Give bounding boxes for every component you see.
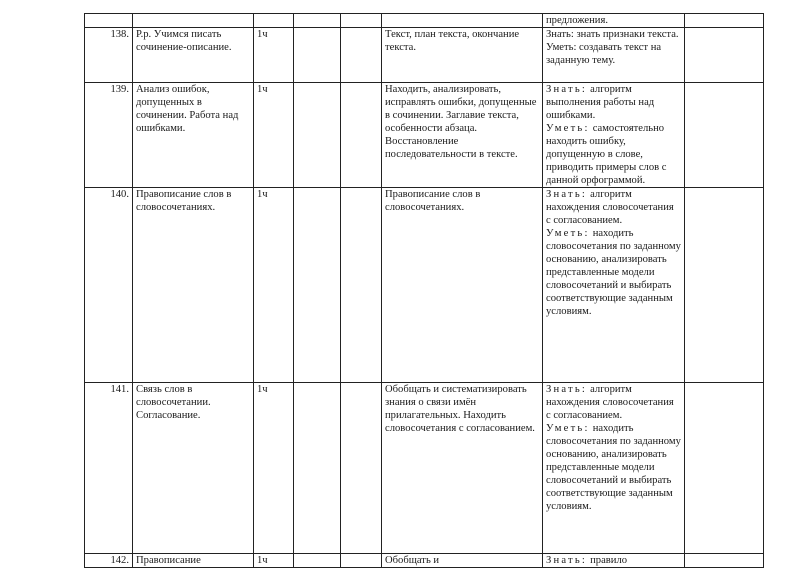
cell-date-fact xyxy=(341,188,382,383)
cell-notes xyxy=(685,383,764,554)
cell-date-plan xyxy=(294,554,341,568)
know-text: алгоритм нахождения словосочетания с согласованием. xyxy=(546,189,674,226)
can-label: Уметь xyxy=(546,423,585,434)
lesson-plan-table xyxy=(84,13,764,568)
cell-date-fact xyxy=(341,14,382,28)
can-text: самостоятельно находить ошибку, допущенную в слове, приводить примеры слов с данной орфограммой. xyxy=(546,123,667,186)
know-text: алгоритм выполнения работы над ошибками. xyxy=(546,84,655,121)
table-row xyxy=(85,188,764,383)
cell-topic xyxy=(133,14,254,28)
cell-notes xyxy=(685,14,764,28)
cell-skills: Знать: алгоритм выполнения работы над ошибками. Уметь: самостоятельно находить ошибку, допущенную в слове, приводить примеры слов с данной орфограммой. xyxy=(543,83,685,188)
cell-date-plan xyxy=(294,188,341,383)
cell-activities: Текст, план текста, окончание текста. xyxy=(382,28,543,83)
cell-skills: Знать: знать признаки текста. Уметь: создавать текст на заданную тему. xyxy=(543,28,685,83)
know-label: Знать xyxy=(546,189,582,200)
can-text: находить словосочетания по заданному основанию, анализировать представленные модели словосочетаний и выбирать соответствующие заданным условиям. xyxy=(546,228,681,317)
cell-num: 139. xyxy=(85,83,133,188)
cell-topic: Правописание слов в словосочетаниях. xyxy=(133,188,254,383)
table-row xyxy=(85,554,764,568)
know-label: Знать xyxy=(546,84,582,95)
cell-activities: Обобщать и систематизировать знания о связи имён прилагательных. Находить словосочетания с согласованием. xyxy=(382,383,543,554)
know-label: Знать xyxy=(546,384,582,395)
cell-activities: Обобщать и xyxy=(382,554,543,568)
know-label: Знать xyxy=(546,29,571,40)
cell-date-fact xyxy=(341,83,382,188)
cell-skills: Знать: алгоритм нахождения словосочетания с согласованием. Уметь: находить словосочетания по заданному основанию, анализировать представленные модели словосочетаний и выбирать соответствующие заданным условиям. xyxy=(543,188,685,383)
cell-notes xyxy=(685,83,764,188)
can-label: Уметь xyxy=(546,123,585,134)
cell-skills: Знать: правило xyxy=(543,554,685,568)
cell-num: 140. xyxy=(85,188,133,383)
cell-notes xyxy=(685,28,764,83)
can-label: Уметь xyxy=(546,228,585,239)
cell-activities: Правописание слов в словосочетаниях. xyxy=(382,188,543,383)
cell-date-plan xyxy=(294,28,341,83)
cell-date-fact xyxy=(341,383,382,554)
can-text: создавать текст на заданную тему. xyxy=(546,42,662,66)
table-row xyxy=(85,383,764,554)
cell-date-fact xyxy=(341,554,382,568)
cell-hours: 1ч xyxy=(254,83,294,188)
cell-hours xyxy=(254,14,294,28)
know-text: алгоритм нахождения словосочетания с согласованием. xyxy=(546,384,674,421)
table-row xyxy=(85,83,764,188)
cell-topic: Р.р. Учимся писать сочинение-описание. xyxy=(133,28,254,83)
cell-num: 138. xyxy=(85,28,133,83)
cell-activities xyxy=(382,14,543,28)
can-text: находить словосочетания по заданному основанию, анализировать представленные модели словосочетаний и выбирать соответствующие заданным условиям. xyxy=(546,423,681,512)
cell-skills: Знать: алгоритм нахождения словосочетания с согласованием. Уметь: находить словосочетания по заданному основанию, анализировать представленные модели словосочетаний и выбирать соответствующие заданным условиям. xyxy=(543,383,685,554)
cell-topic: Связь слов в словосочетании. Согласование. xyxy=(133,383,254,554)
cell-date-plan xyxy=(294,383,341,554)
cell-notes xyxy=(685,188,764,383)
know-text: знать признаки текста. xyxy=(576,29,679,40)
table-row xyxy=(85,28,764,83)
cell-num xyxy=(85,14,133,28)
cell-date-plan xyxy=(294,83,341,188)
know-text: правило xyxy=(590,555,628,566)
cell-hours: 1ч xyxy=(254,554,294,568)
cell-activities: Находить, анализировать, исправлять ошибки, допущенные в сочинении. Заглавие текста, особенности абзаца. Восстановление последовательности в тексте. xyxy=(382,83,543,188)
cell-hours: 1ч xyxy=(254,188,294,383)
cell-date-fact xyxy=(341,28,382,83)
cell-hours: 1ч xyxy=(254,383,294,554)
table-row-continuation xyxy=(85,14,764,28)
cell-hours: 1ч xyxy=(254,28,294,83)
cell-notes xyxy=(685,554,764,568)
know-label: Знать xyxy=(546,555,582,566)
cell-skills: предложения. xyxy=(543,14,685,28)
cell-topic: Анализ ошибок, допущенных в сочинении. Работа над ошибками. xyxy=(133,83,254,188)
can-label: Уметь xyxy=(546,42,574,53)
cell-date-plan xyxy=(294,14,341,28)
cell-num: 141. xyxy=(85,383,133,554)
cell-num: 142. xyxy=(85,554,133,568)
cell-topic: Правописание xyxy=(133,554,254,568)
